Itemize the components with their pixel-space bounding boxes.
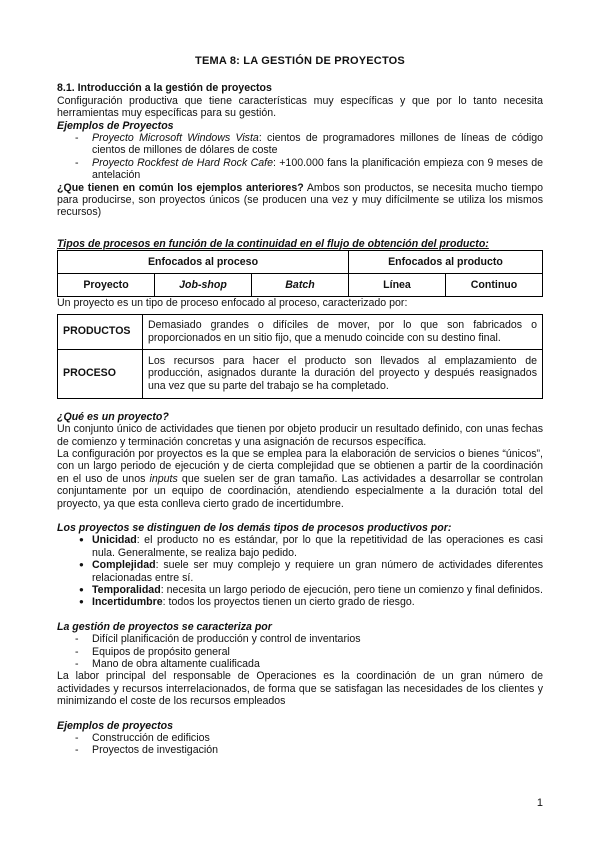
- term: Temporalidad: [92, 583, 161, 596]
- what-paragraph-2: [57, 448, 543, 510]
- list-item: [79, 534, 543, 559]
- term-text: : suele ser muy complejo y requiere un gran número de actividades diferentes relacionadas entre sí.: [92, 559, 543, 584]
- term-text: : el producto no es estándar, por lo que la repetitividad de las operaciones es casi nula. Generalmente, se realiza bajo pedido.: [92, 534, 543, 559]
- term: Complejidad: [92, 559, 156, 572]
- characteristics-table: [57, 314, 543, 399]
- list-item: [75, 132, 543, 157]
- group-header-product: Enfocados al producto: [349, 251, 543, 274]
- list-item: - Construcción de edificios: [75, 732, 543, 744]
- col-linea: Línea: [349, 274, 446, 297]
- example-name: Proyecto Rockfest de Hard Rock Cafe: [92, 156, 273, 169]
- process-types-table: [57, 250, 543, 297]
- table-row: [58, 349, 543, 398]
- example-text: : +100.000 fans la planificación empieza con 9 meses de antelación: [92, 156, 543, 182]
- row-text: Demasiado grandes o difíciles de mover, por lo que son fabricados o proporcionados en un sitio fijo, que a menudo coincide con su destino final.: [143, 314, 543, 349]
- inputs-term: inputs: [149, 472, 178, 485]
- list-item: [75, 157, 543, 182]
- question-paragraph: [57, 182, 543, 219]
- example-text: : cientos de programadores millones de líneas de código cientos de millones de dólares de coste: [92, 132, 543, 157]
- process-note: Un proyecto es un tipo de proceso enfocado al proceso, caracterizado por:: [57, 297, 408, 310]
- text-segment: que suelen ser de gran tamaño. Las actividades a desarrollar se controlan conjuntamente por un equipo de coordinación, atendiendo especialmente a la duración total del proyecto, ya que esta conlleva cierto grado de incertidumbre.: [57, 472, 543, 510]
- page-number: 1: [536, 797, 543, 809]
- table-row: [58, 314, 543, 349]
- document-title: TEMA 8: LA GESTIÓN DE PROYECTOS: [195, 55, 405, 67]
- list-item: [79, 596, 543, 608]
- project-examples-list: [57, 732, 543, 757]
- answer-text: Ambos son productos, se necesita mucho tiempo para producirse, son proyectos únicos (se producen una vez y muy difícilmente se utiliza los mismos recursos): [57, 181, 543, 219]
- process-types-heading: Tipos de procesos en función de la continuidad en el flujo de obtención del producto:: [57, 237, 489, 250]
- examples-heading: Ejemplos de Proyectos: [57, 119, 174, 132]
- col-proyecto: Proyecto: [58, 274, 155, 297]
- distinguish-heading: Los proyectos se distinguen de los demás tipos de procesos productivos por:: [57, 521, 452, 534]
- examples-list: [57, 132, 543, 182]
- text-segment: La configuración por proyectos es la que se emplea para la elaboración de servicios o bienes “únicos”, con un largo periodo de ejecución y de cierta complejidad que se obtienen a partir de la coordinación en el uso de unos: [57, 447, 543, 485]
- col-continuo: Continuo: [446, 274, 543, 297]
- intro-paragraph: Configuración productiva que tiene características muy específicas y que por lo tanto necesita herramientas muy específicas para su gestión.: [57, 94, 543, 120]
- col-batch: Batch: [252, 274, 349, 297]
- list-item: - Mano de obra altamente cualificada: [75, 658, 543, 670]
- project-examples-heading: Ejemplos de proyectos: [57, 719, 173, 732]
- example-name: Proyecto Microsoft Windows Vista: [92, 132, 259, 145]
- list-item: [79, 559, 543, 584]
- row-text: Los recursos para hacer el producto son llevados al emplazamiento de producción, asignados durante la duración del proyecto y después reasignados una vez que su parte del trabajo se ha completado.: [143, 349, 543, 398]
- gestion-heading: La gestión de proyectos se caracteriza por: [57, 620, 272, 633]
- what-is-project-heading: ¿Qué es un proyecto?: [57, 410, 169, 423]
- what-paragraph-1: Un conjunto único de actividades que tienen por objeto producir un resultado definido, con unas fechas de comienzo y terminación concretas y una asignación de recursos específica.: [57, 423, 543, 448]
- term-text: : todos los proyectos tienen un cierto grado de riesgo.: [162, 596, 415, 609]
- gestion-list: [57, 633, 543, 670]
- term: Incertidumbre: [92, 596, 163, 609]
- question-text: ¿Que tienen en común los ejemplos anteriores?: [57, 181, 304, 194]
- list-item: [79, 584, 543, 596]
- distinguish-list: [57, 534, 543, 608]
- list-item: - Proyectos de investigación: [75, 744, 543, 756]
- row-label: PRODUCTOS: [58, 314, 143, 349]
- term-text: : necesita un largo periodo de ejecución, pero tiene un comienzo y final definidos.: [160, 583, 543, 596]
- row-label: PROCESO: [58, 349, 143, 398]
- group-header-process: Enfocados al proceso: [58, 251, 349, 274]
- term: Unicidad: [92, 534, 137, 547]
- list-item: - Equipos de propósito general: [75, 646, 543, 658]
- section-heading-intro: 8.1. Introducción a la gestión de proyectos: [57, 82, 272, 95]
- gestion-paragraph: La labor principal del responsable de Operaciones es la coordinación de un gran número de actividades y recursos interrelacionados, de forma que se satisfagan las necesidades de los clientes y minimizando el coste de los recursos empleados: [57, 670, 543, 708]
- col-job-shop: Job-shop: [155, 274, 252, 297]
- list-item: - Difícil planificación de producción y control de inventarios: [75, 633, 543, 645]
